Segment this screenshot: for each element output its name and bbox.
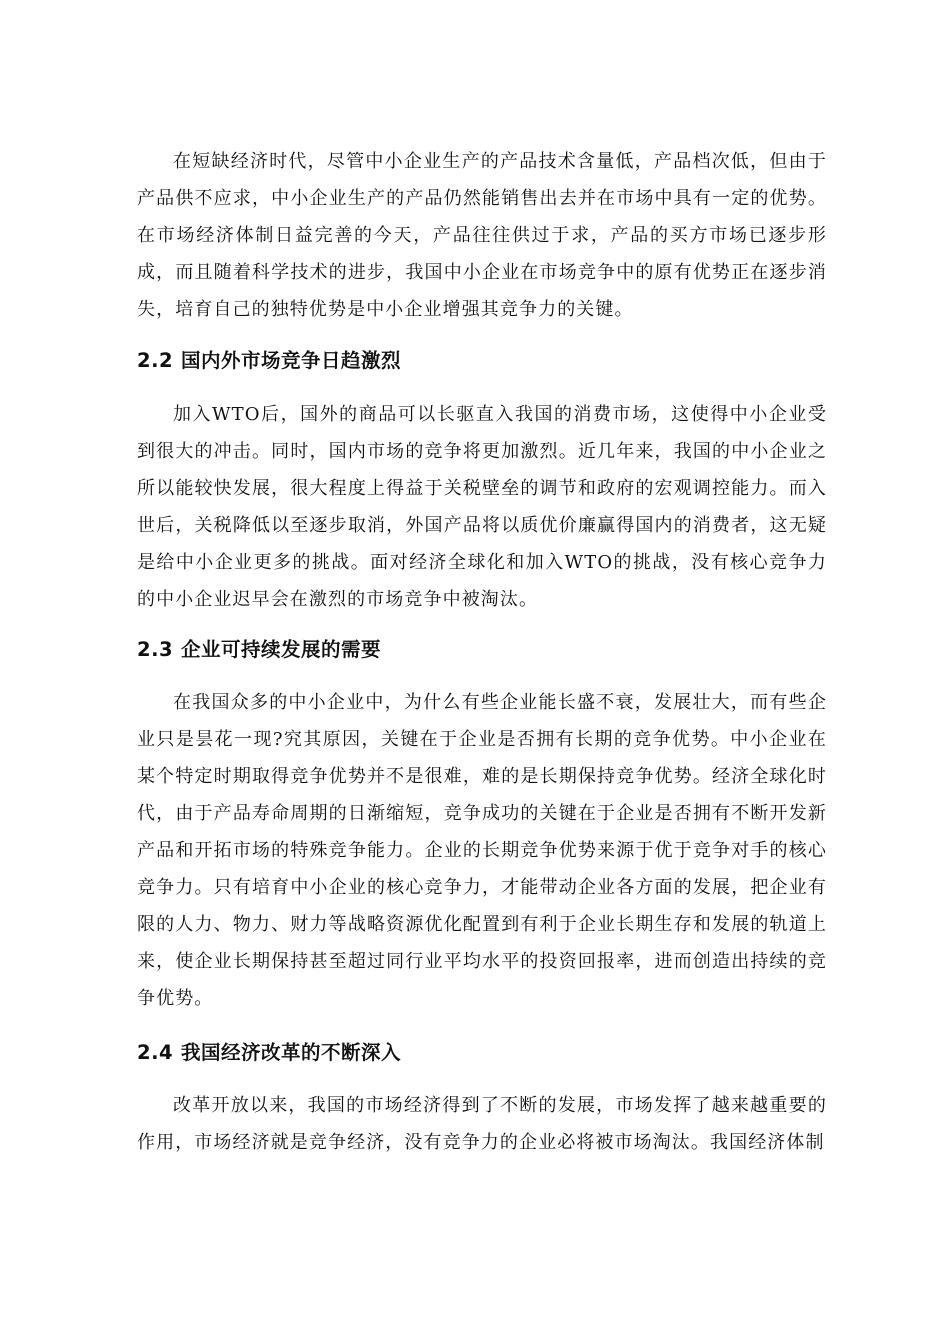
section-title: 我国经济改革的不断深入 [181, 1041, 402, 1064]
section-heading-2-4 [137, 1039, 827, 1067]
document-page [137, 143, 827, 1161]
section-number: 2.4 [137, 1041, 174, 1064]
section-number: 2.2 [137, 349, 174, 372]
section-number: 2.3 [137, 638, 174, 661]
paragraph-2-3: 在我国众多的中小企业中，为什么有些企业能长盛不衰，发展壮大，而有些企业只是昙花一现?究其原因，关键在于企业是否拥有长期的竞争优势。中小企业在某个特定时期取得竞争优势并不是很难，难的是长期保持竞争优势。经济全球化时代，由于产品寿命周期的日渐缩短，竞争成功的关键在于企业是否拥有不断开发新产品和开拓市场的特殊竞争能力。企业的长期竞争优势来源于优于竞争对手的核心竞争力。只有培育中小企业的核心竞争力，才能带动企业各方面的发展，把企业有限的人力、物力、财力等战略资源优化配置到有利于企业长期生存和发展的轨道上来，使企业长期保持甚至超过同行业平均水平的投资回报率，进而创造出持续的竞争优势。 [137, 692, 827, 1009]
paragraph-2-4: 改革开放以来，我国的市场经济得到了不断的发展，市场发挥了越来越重要的作用，市场经济就是竞争经济，没有竞争力的企业必将被市场淘汰。我国经济体制 [137, 1095, 827, 1153]
paragraph-intro: 在短缺经济时代，尽管中小企业生产的产品技术含量低，产品档次低，但由于产品供不应求，中小企业生产的产品仍然能销售出去并在市场中具有一定的优势。在市场经济体制日益完善的今天，产品往往供过于求，产品的买方市场已逐步形成，而且随着科学技术的进步，我国中小企业在市场竞争中的原有优势正在逐步消失，培育自己的独特优势是中小企业增强其竞争力的关键。 [137, 151, 827, 320]
paragraph-2-2: 加入WTO后，国外的商品可以长驱直入我国的消费市场，这使得中小企业受到很大的冲击。同时，国内市场的竞争将更加激烈。近几年来，我国的中小企业之所以能较快发展，很大程度上得益于关税壁垒的调节和政府的宏观调控能力。而入世后，关税降低以至逐步取消，外国产品将以质优价廉赢得国内的消费者，这无疑是给中小企业更多的挑战。面对经济全球化和加入WTO的挑战，没有核心竞争力的中小企业迟早会在激烈的市场竞争中被淘汰。 [137, 404, 827, 610]
section-heading-2-2 [137, 347, 827, 375]
section-heading-2-3 [137, 636, 827, 664]
section-title: 国内外市场竞争日趋激烈 [181, 349, 402, 372]
section-title: 企业可持续发展的需要 [181, 638, 382, 661]
